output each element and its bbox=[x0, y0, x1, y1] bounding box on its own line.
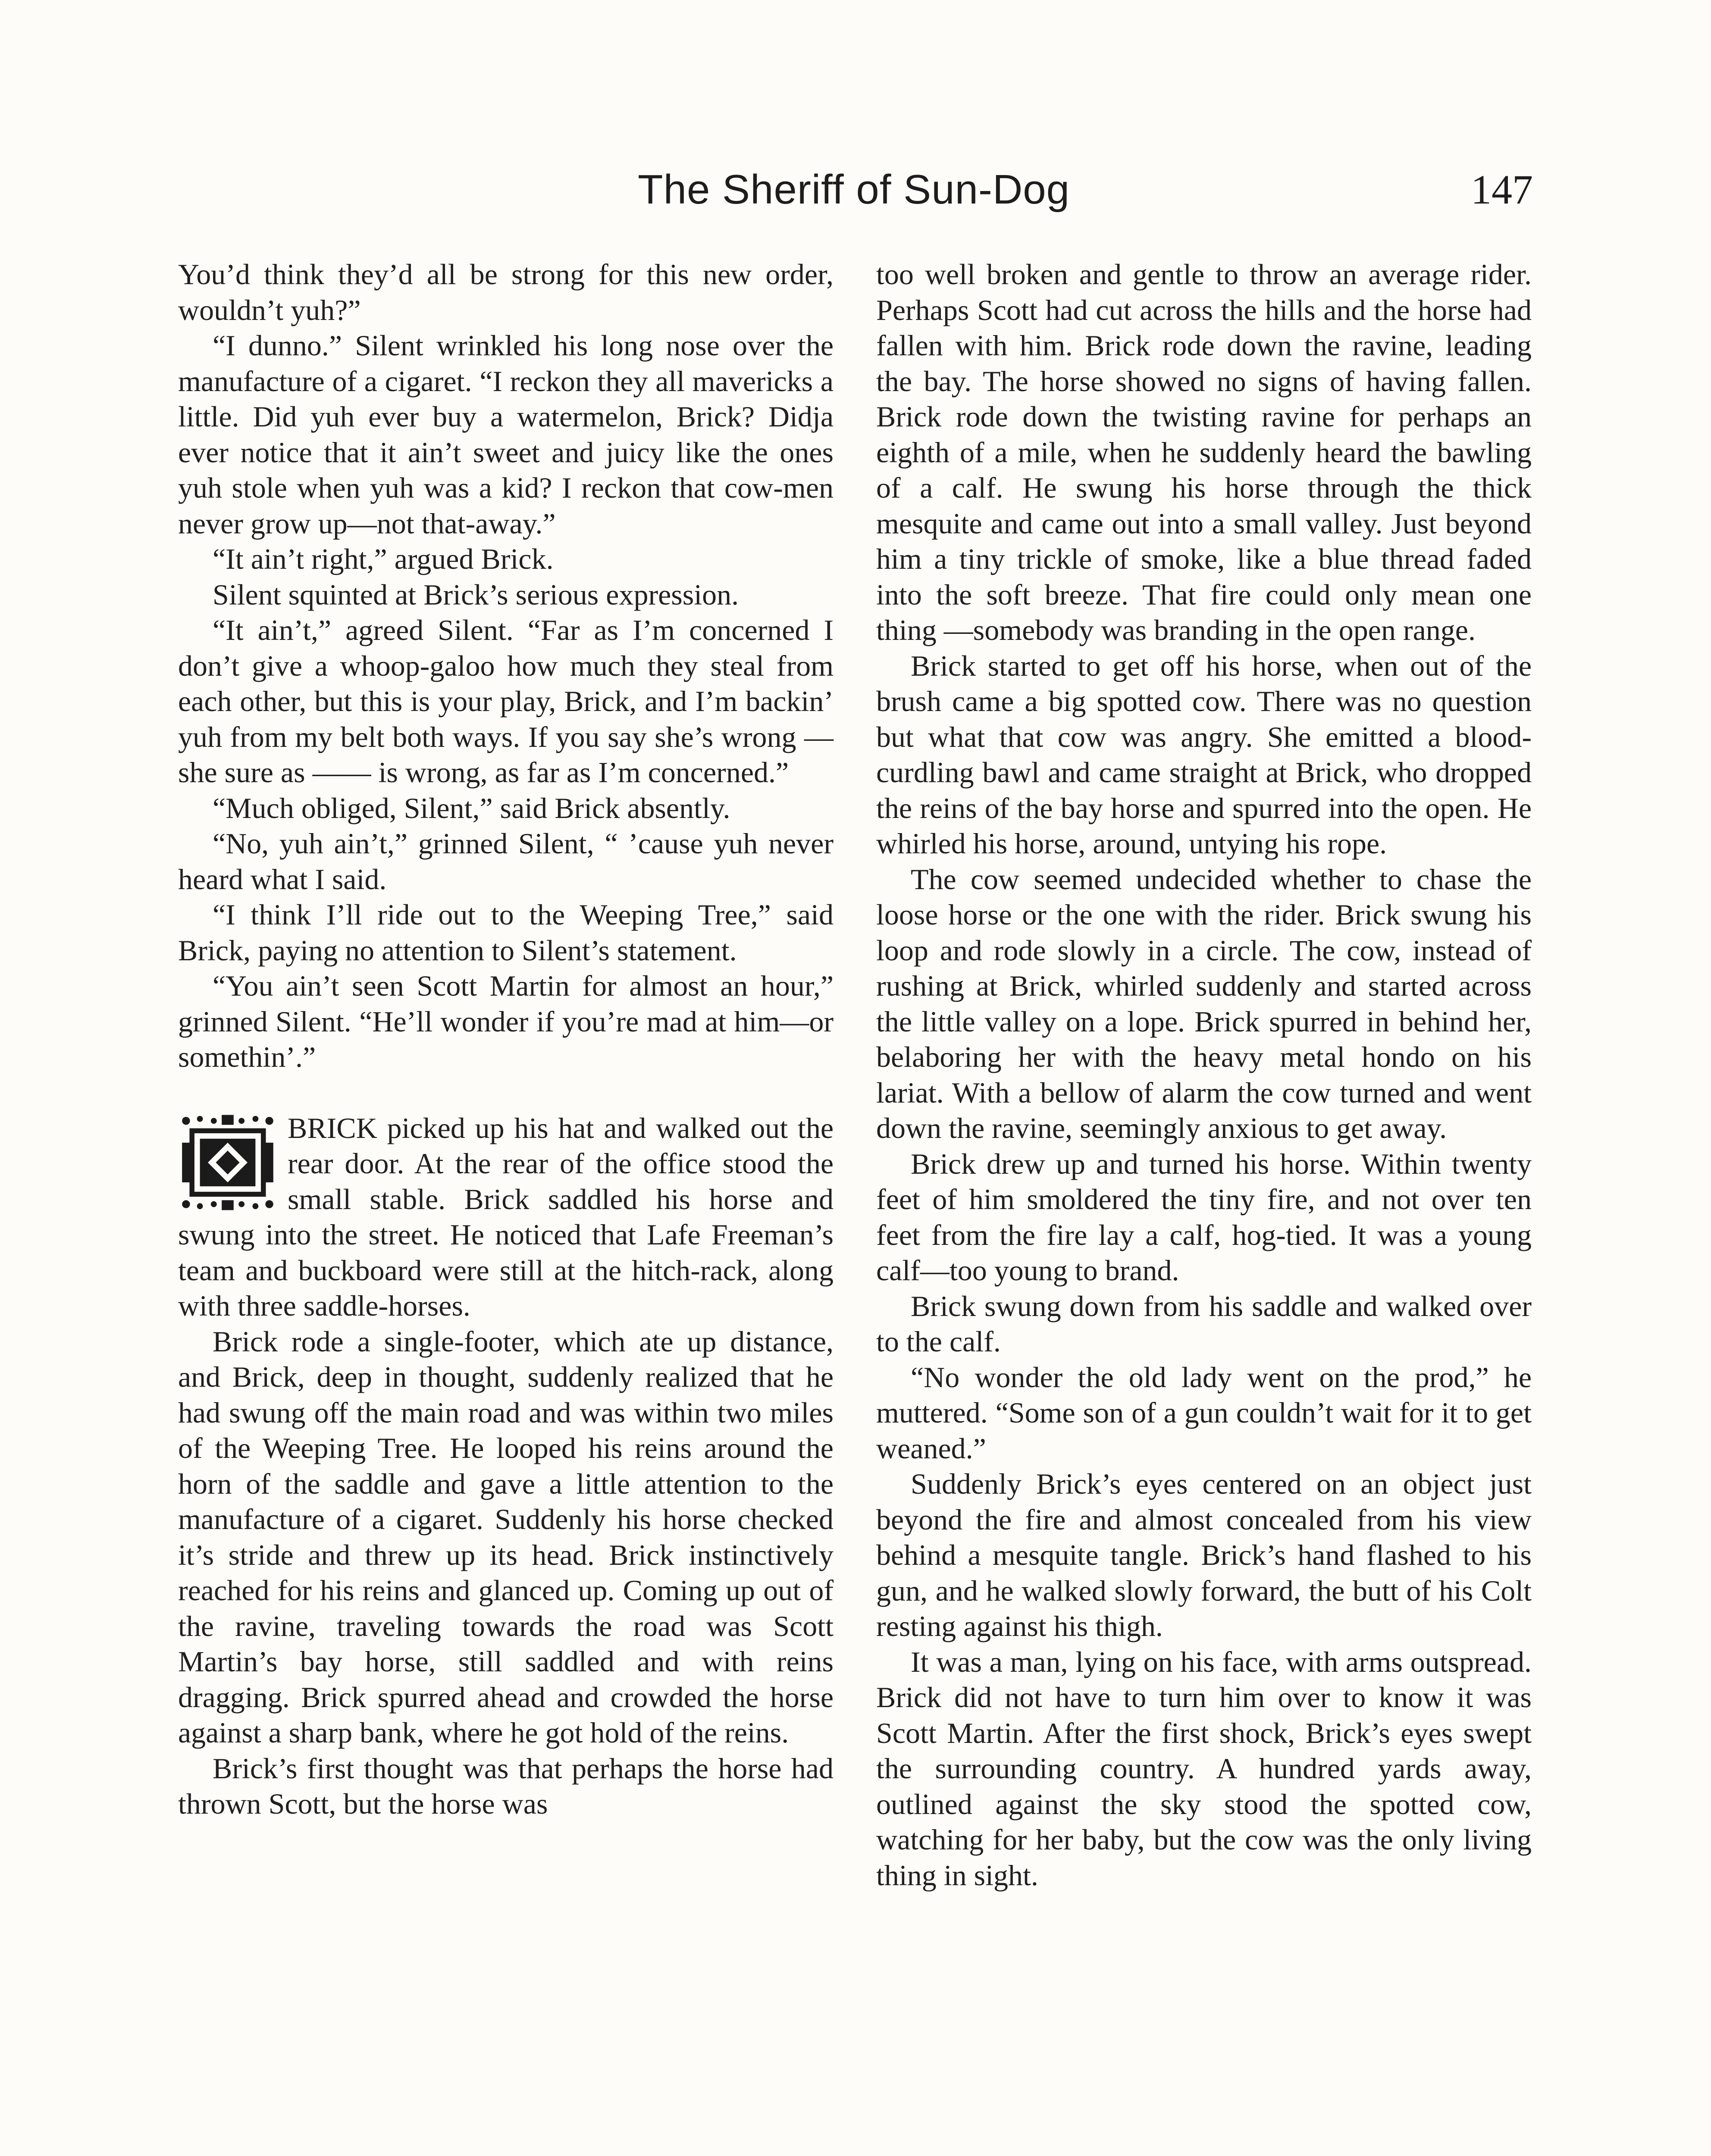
paragraph: Suddenly Brick’s eyes centered on an object just beyond the fire and almost concealed from his view behind a mesquite tangle. Brick’s hand flashed to his gun, and he walked slowly forward, the butt of his Colt resting against his thigh. bbox=[876, 1467, 1532, 1642]
section-break bbox=[178, 1075, 834, 1110]
paragraph: “No, yuh ain’t,” grinned Silent, “ ’cause yuh never heard what I said. bbox=[178, 827, 834, 896]
paragraph: It was a man, lying on his face, with arms outspread. Brick did not have to turn him over to know it was Scott Martin. After the first shock, Brick’s eyes swept the surrounding country. A hundred yards away, outlined against the sky stood the spotted cow, watching for her baby, but the cow was the only living thing in sight. bbox=[876, 1645, 1532, 1892]
paragraph: “It ain’t right,” argued Brick. bbox=[213, 542, 554, 575]
paragraph: Brick’s first thought was that perhaps the horse had thrown Scott, but the horse was bbox=[178, 1752, 834, 1820]
decorative-dropcap-ornament-icon bbox=[178, 1113, 277, 1212]
running-title: The Sheriff of Sun-Dog bbox=[637, 166, 1070, 213]
paragraph: Brick rode a single-footer, which ate up distance, and Brick, deep in thought, suddenly realized that he had swung off the main road and was within two miles of the Weeping Tree. He looped his reins around the horn of the saddle and gave a little attention to the manufacture of a cigaret. Suddenly his horse checked it’s stride and threw up its head. Brick instinctively reached for his reins and glanced up. Coming up out of the ravine, traveling towards the road was Scott Martin’s bay horse, still saddled and with reins dragging. Brick spurred ahead and crowded the horse against a sharp bank, where he got hold of the reins. bbox=[178, 1325, 834, 1749]
paragraph: Brick swung down from his saddle and walked over to the calf. bbox=[876, 1289, 1532, 1358]
paragraph: “I think I’ll ride out to the Weeping Tree,” said Brick, paying no attention to Silent’s statement. bbox=[178, 898, 834, 967]
paragraph: BRICK picked up his hat and walked out the rear door. At the rear of the office stood the small stable. Brick saddled his horse and swung into the street. He noticed that Lafe Freeman’s team and buckboard were still at the hitch-rack, along with three saddle-horses. bbox=[178, 1111, 834, 1322]
paragraph: “It ain’t,” agreed Silent. “Far as I’m concerned I don’t give a whoop-galoo how much they steal from each other, but this is your play, Brick, and I’m backin’ yuh from my belt both ways. If you say she’s wrong —she sure as —— is wrong, as far as I’m concerned.” bbox=[178, 614, 834, 789]
page-header bbox=[175, 164, 1533, 233]
section-opening bbox=[178, 1110, 834, 1324]
page-number: 147 bbox=[1471, 166, 1533, 213]
paragraph: Brick started to get off his horse, when out of the brush came a big spotted cow. There was no question but what that cow was angry. She emitted a blood-curdling bawl and came straight at Brick, who dropped the reins of the bay horse and spurred into the open. He whirled his horse, around, untying his rope. bbox=[876, 649, 1532, 860]
paragraph: “You ain’t seen Scott Martin for almost an hour,” grinned Silent. “He’ll wonder if you’re mad at him—or somethin’.” bbox=[178, 969, 834, 1073]
paragraph: The cow seemed undecided whether to chase the loose horse or the one with the rider. Brick swung his loop and rode slowly in a circle. The cow, instead of rushing at Brick, whirled suddenly and started across the little valley on a lope. Brick spurred in behind her, belaboring her with the heavy metal hondo on his lariat. With a bellow of alarm the cow turned and went down the ravine, seemingly anxious to get away. bbox=[876, 862, 1532, 1144]
paragraph: too well broken and gentle to throw an average rider. Perhaps Scott had cut across the hills and the horse had fallen with him. Brick rode down the ravine, leading the bay. The horse showed no signs of having fallen. Brick rode down the twisting ravine for perhaps an eighth of a mile, when he suddenly heard the bawling of a calf. He swung his horse through the thick mesquite and came out into a small valley. Just beyond him a tiny trickle of smoke, like a blue thread faded into the soft breeze. That fire could only mean one thing —somebody was branding in the open range. bbox=[876, 258, 1532, 646]
paragraph: “No wonder the old lady went on the prod,” he muttered. “Some son of a gun couldn’t wait for it to get weaned.” bbox=[876, 1360, 1532, 1465]
paragraph: Brick drew up and turned his horse. Within twenty feet of him smoldered the tiny fire, and not over ten feet from the fire lay a calf, hog-tied. It was a young calf—too young to brand. bbox=[876, 1147, 1532, 1287]
paragraph: You’d think they’d all be strong for this new order, wouldn’t yuh?” bbox=[178, 258, 834, 326]
left-column bbox=[178, 257, 834, 1822]
paragraph: “Much obliged, Silent,” said Brick absently. bbox=[213, 791, 730, 824]
right-column bbox=[876, 257, 1532, 1893]
paragraph: “I dunno.” Silent wrinkled his long nose over the manufacture of a cigaret. “I reckon they all mavericks a little. Did yuh ever buy a watermelon, Brick? Didja ever notice that it ain’t sweet and juicy like the ones yuh stole when yuh was a kid? I reckon that cow-men never grow up—not that-away.” bbox=[178, 329, 834, 540]
paragraph: Silent squinted at Brick’s serious expression. bbox=[213, 578, 739, 611]
